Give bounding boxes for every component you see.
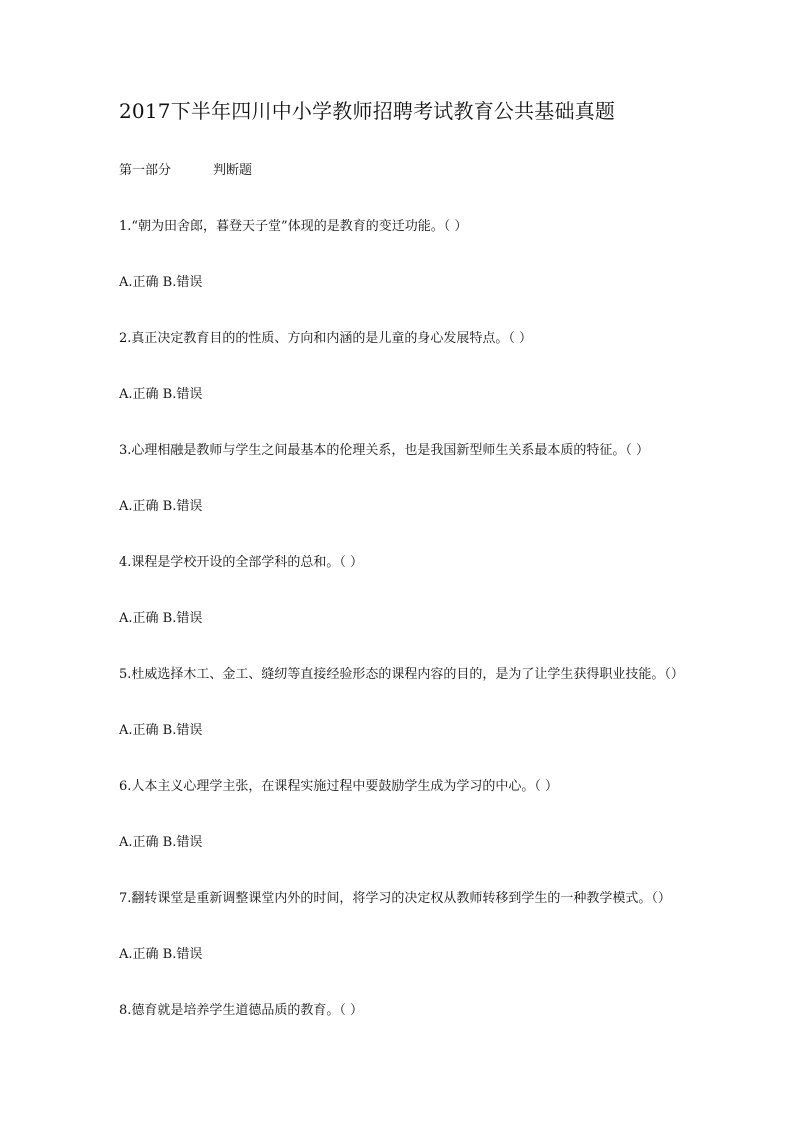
section-heading	[119, 162, 252, 180]
section-name: 第一部分	[119, 163, 172, 178]
question-4-options: A.正确 B.错误	[119, 611, 203, 626]
document-title: 2017下半年四川中小学教师招聘考试教育公共基础真题	[119, 99, 616, 123]
question-3: 3.心理相融是教师与学生之间最基本的伦理关系，也是我国新型师生关系最本质的特征。（ ）	[119, 443, 650, 458]
question-5: 5.杜威选择木工、金工、缝纫等直接经验形态的课程内容的目的，是为了让学生获得职业技能。（）	[119, 667, 684, 682]
question-1-options: A.正确 B.错误	[119, 275, 203, 290]
question-8: 8.德育就是培养学生道德品质的教育。（ ）	[119, 1003, 364, 1018]
question-2: 2.真正决定教育目的的性质、方向和内涵的是儿童的身心发展特点。（ ）	[119, 331, 533, 346]
question-3-options: A.正确 B.错误	[119, 499, 203, 514]
question-1: 1.“朝为田舍郎，暮登天子堂”体现的是教育的变迁功能。（ ）	[119, 219, 468, 234]
section-type: 判断题	[213, 163, 253, 178]
question-6: 6.人本主义心理学主张，在课程实施过程中要鼓励学生成为学习的中心。（ ）	[119, 779, 559, 794]
question-2-options: A.正确 B.错误	[119, 387, 203, 402]
question-4: 4.课程是学校开设的全部学科的总和。（ ）	[119, 555, 364, 570]
question-5-options: A.正确 B.错误	[119, 723, 203, 738]
question-7-options: A.正确 B.错误	[119, 947, 203, 962]
question-7: 7.翻转课堂是重新调整课堂内外的时间，将学习的决定权从教师转移到学生的一种教学模式。（）	[119, 891, 671, 906]
question-6-options: A.正确 B.错误	[119, 835, 203, 850]
